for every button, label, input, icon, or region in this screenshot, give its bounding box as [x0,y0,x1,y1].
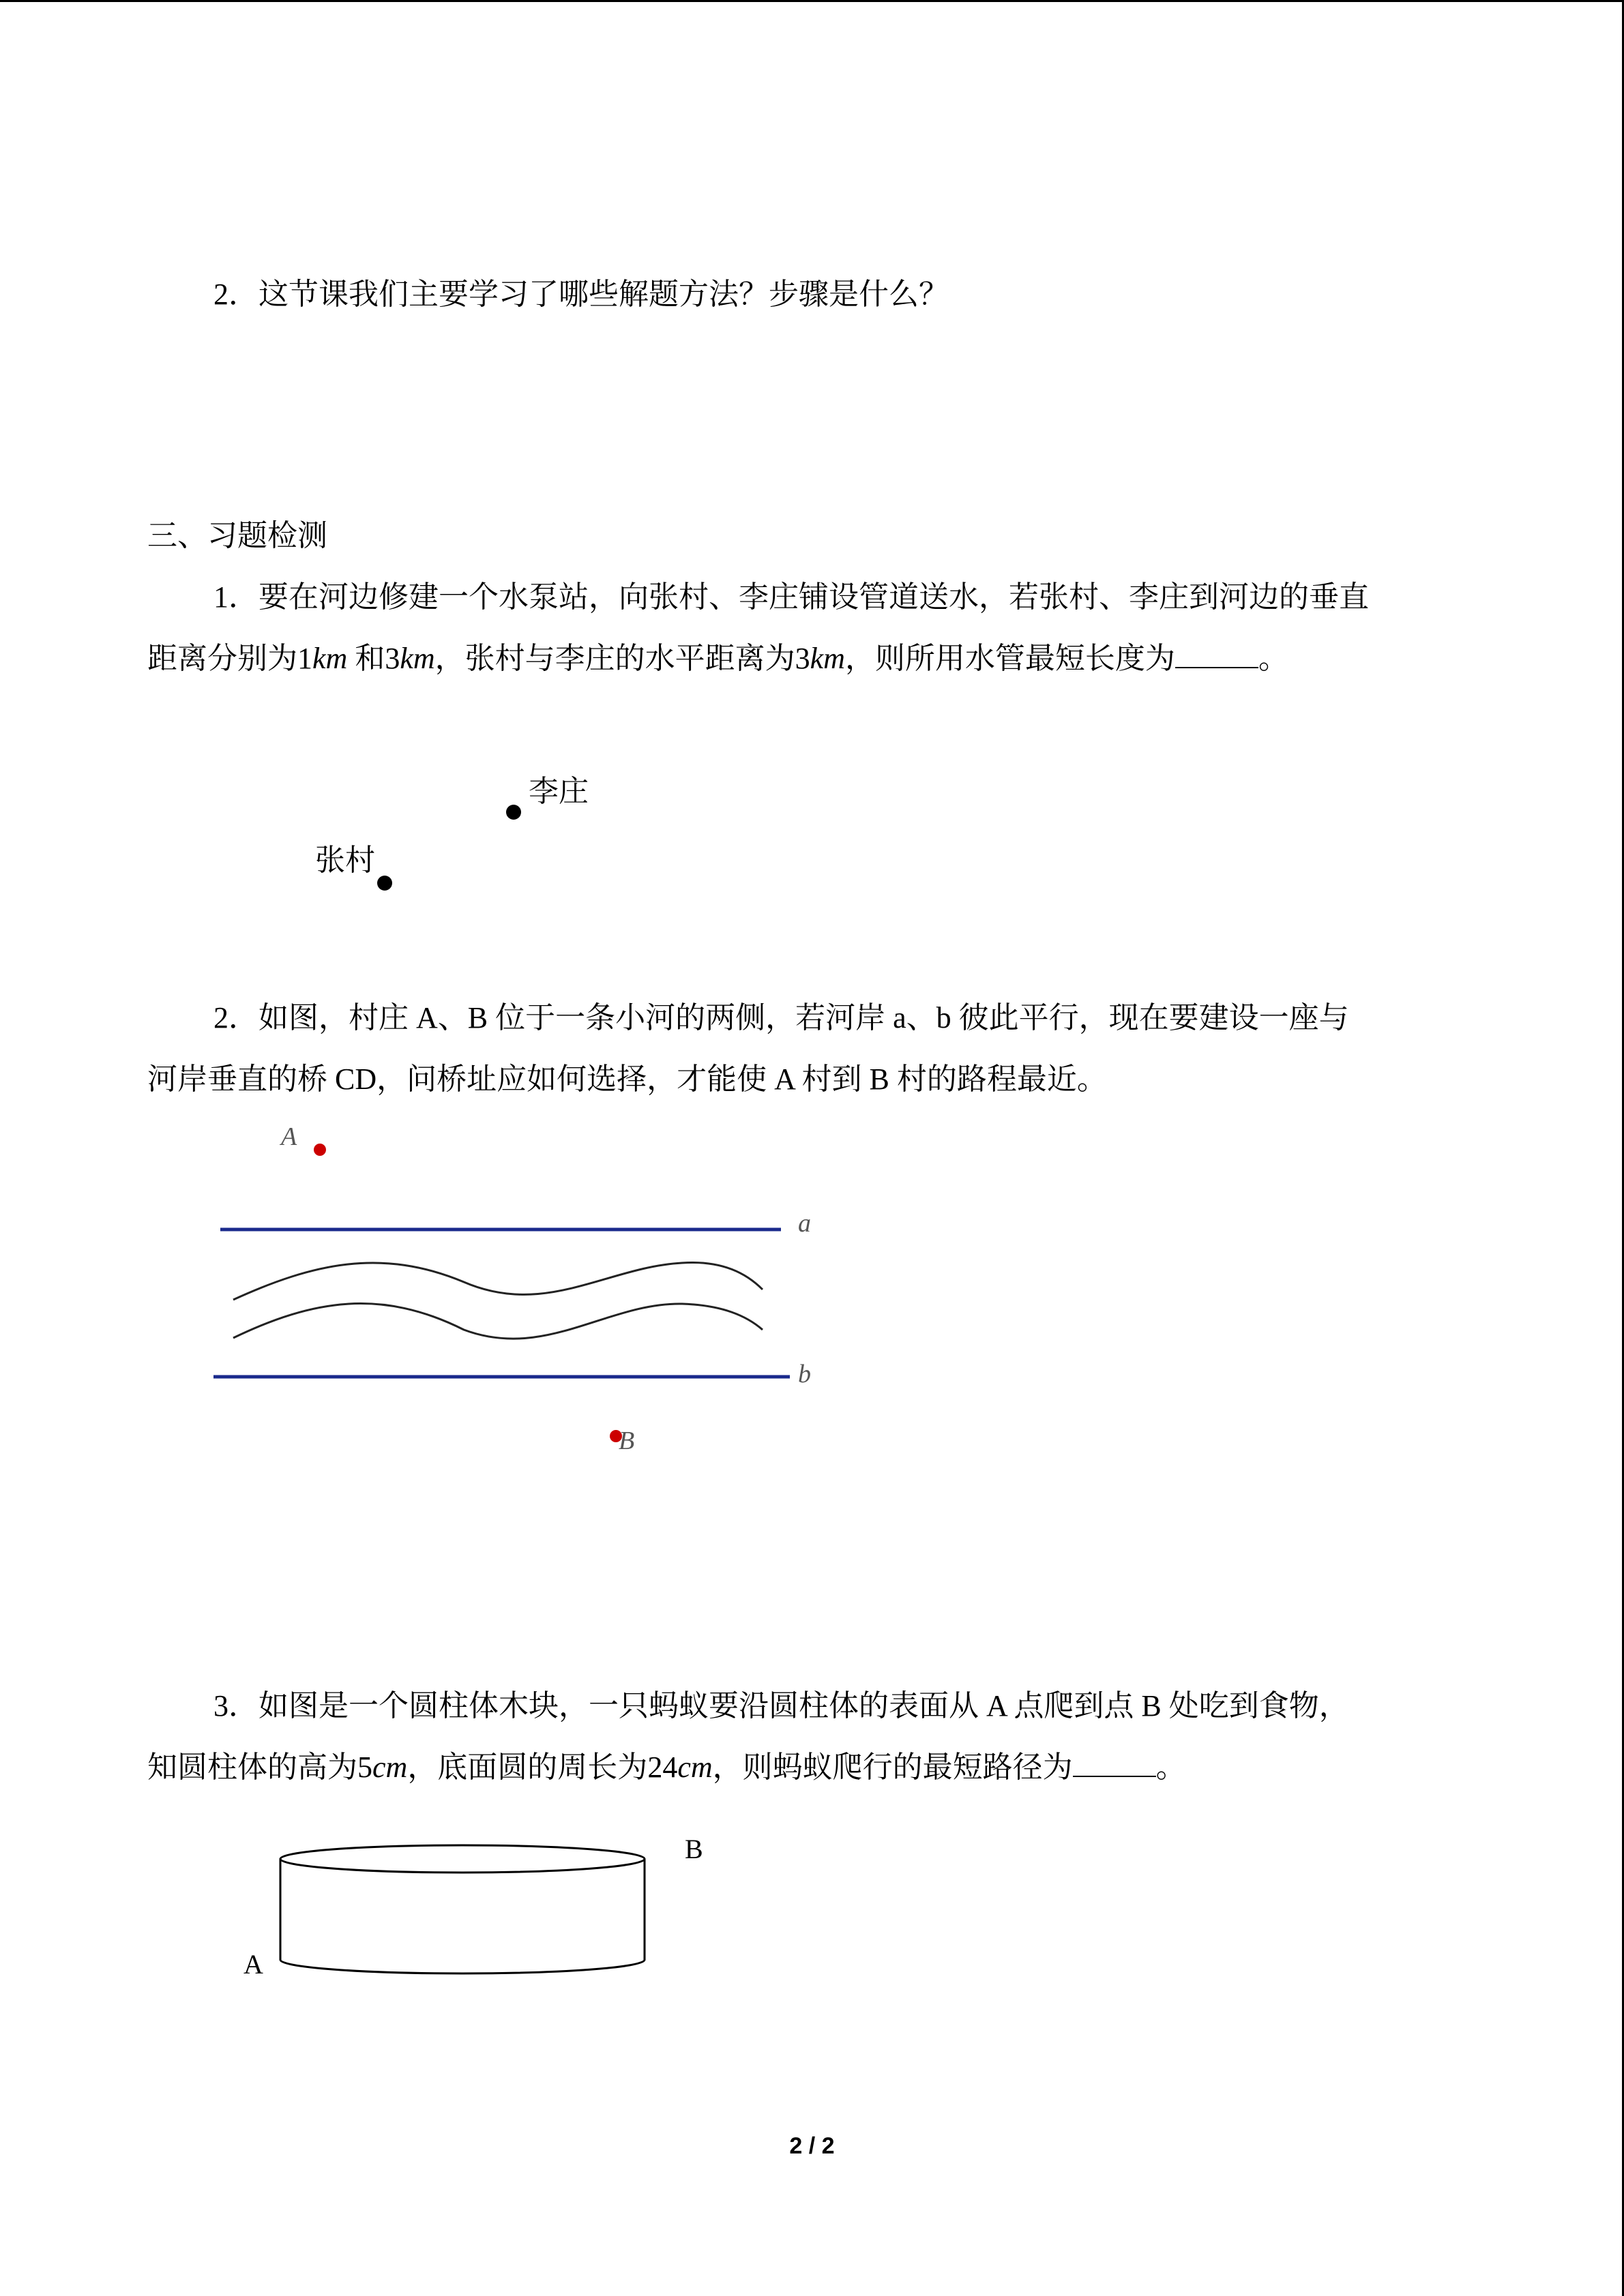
review-question-2: 2．这节课我们主要学习了哪些解题方法？步骤是什么？ [213,278,949,311]
problem-2-line-1: 2．如图，村庄 A、B 位于一条小河的两侧，若河岸 a、b 彼此平行，现在要建设一座与 [213,1001,1349,1034]
label-bank-b: b [798,1360,811,1388]
p3-value-1: 5 [357,1750,372,1784]
p3-text-a: 知圆柱体的高为 [147,1750,357,1784]
cylinder-bottom-arc [280,1960,645,1973]
p1-unit-1: km [312,642,348,675]
cylinder-label-B: B [685,1834,703,1864]
p1-text-d: ，则所用水管最短长度为 [844,642,1175,675]
p1-text-end: 。 [1258,642,1288,675]
label-bank-a: a [798,1209,811,1238]
page-number: 2 / 2 [789,2133,835,2159]
p3-unit-1: cm [372,1750,408,1784]
label-lizhuang: 李庄 [529,775,589,808]
p1-unit-3: km [810,642,845,675]
p3-unit-2: cm [677,1750,713,1784]
p3-text-end: 。 [1155,1750,1186,1784]
p1-unit-2: km [400,642,435,675]
label-village-B: B [619,1427,635,1455]
p3-text-b: ，底面圆的周长为 [407,1750,648,1784]
problem-3-line-1: 3．如图是一个圆柱体木块，一只蚂蚁要沿圆柱体的表面从 A 点爬到点 B 处吃到食物， [213,1689,1349,1723]
problem-1-line-1: 1．要在河边修建一个水泵站，向张村、李庄铺设管道送水，若张村、李庄到河边的垂直 [213,580,1369,614]
p1-text-b: 和 [355,642,385,675]
p1-text-c: ，张村与李庄的水平距离为 [434,642,795,675]
p1-value-1: 1 [297,642,312,675]
section-title: 三、习题检测 [147,519,327,552]
cylinder-top-ellipse [280,1845,645,1873]
p3-value-2: 24 [647,1750,678,1784]
p3-text-c: ，则蚂蚁爬行的最短路径为 [712,1750,1073,1784]
label-village-A: A [281,1122,297,1151]
p1-value-2: 3 [385,642,400,675]
p1-text-a: 距离分别为 [147,642,297,675]
problem-2-line-2: 河岸垂直的桥 CD，问桥址应如何选择，才能使 A 村到 B 村的路程最近。 [147,1062,1107,1096]
p1-value-3: 3 [795,642,810,675]
cylinder-label-A: A [243,1949,263,1980]
label-zhangcun: 张村 [315,844,375,877]
